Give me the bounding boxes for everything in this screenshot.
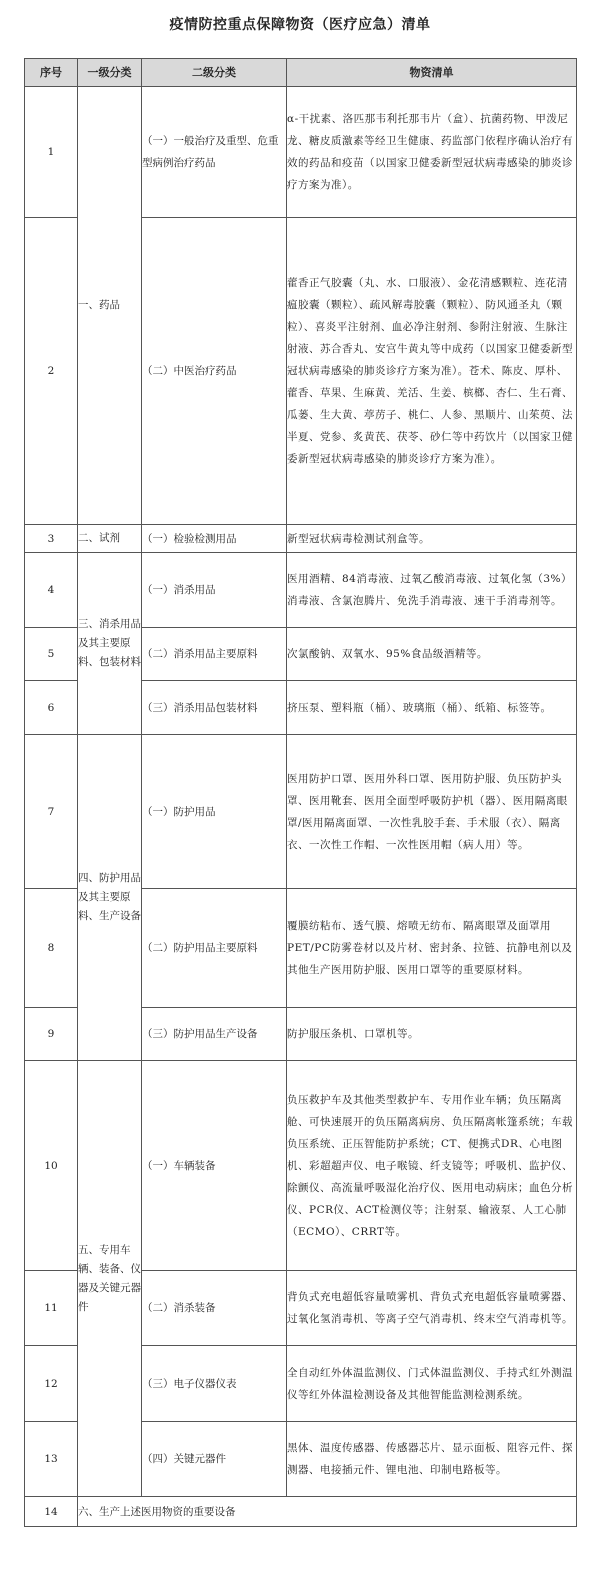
- supplies-cell: 挤压泵、塑料瓶（桶）、玻璃瓶（桶）、纸箱、标签等。: [287, 681, 577, 735]
- category-2-cell: （二）消杀装备: [142, 1271, 287, 1346]
- page-title: 疫情防控重点保障物资（医疗应急）清单: [169, 17, 431, 33]
- category-2-cell: （一）消杀用品: [142, 553, 287, 628]
- category-2-cell: （三）电子仪器仪表: [142, 1346, 287, 1422]
- row-number: 13: [25, 1422, 78, 1497]
- supplies-table: [24, 58, 577, 1527]
- category-2-cell: （二）防护用品主要原料: [142, 889, 287, 1008]
- row-number: 8: [25, 889, 78, 1008]
- header-category-1: 一级分类: [78, 59, 142, 87]
- row-number: 5: [25, 628, 78, 681]
- table-row: [25, 735, 577, 889]
- category-2-cell: （二）消杀用品主要原料: [142, 628, 287, 681]
- supplies-cell: 医用防护口罩、医用外科口罩、医用防护服、负压防护头罩、医用靴套、医用全面型呼吸防护机（器）、医用隔离眼罩/医用隔离面罩、一次性乳胶手套、手术服（衣）、隔离衣、一次性工作帽、一次性医用帽（病人用）等。: [287, 735, 577, 889]
- category-2-cell: （一）一般治疗及重型、危重型病例治疗药品: [142, 87, 287, 218]
- category-2-cell: （二）中医治疗药品: [142, 218, 287, 525]
- table-row: [25, 525, 577, 553]
- row-number: 10: [25, 1061, 78, 1271]
- category-1-cell: 一、药品: [78, 87, 142, 525]
- category-2-cell: （三）消杀用品包装材料: [142, 681, 287, 735]
- supplies-cell: 黑体、温度传感器、传感器芯片、显示面板、阻容元件、探测器、电接插元件、锂电池、印制电路板等。: [287, 1422, 577, 1497]
- supplies-cell: 藿香正气胶囊（丸、水、口服液）、金花清感颗粒、连花清瘟胶囊（颗粒）、疏风解毒胶囊（颗粒）、防风通圣丸（颗粒）、喜炎平注射剂、血必净注射剂、参附注射液、生脉注射液、苏合香丸、安宫牛黄丸等中成药（以国家卫健委新型冠状病毒感染的肺炎诊疗方案为准）。苍术、陈皮、厚朴、藿香、草果、生麻黄、羌活、生姜、槟榔、杏仁、生石膏、瓜蒌、生大黄、葶苈子、桃仁、人参、黑顺片、山茱萸、法半夏、党参、炙黄芪、茯苓、砂仁等中药饮片（以国家卫健委新型冠状病毒感染的肺炎诊疗方案为准）。: [287, 218, 577, 525]
- table-row: [25, 553, 577, 628]
- category-1-cell: 五、专用车辆、装备、仪器及关键元器件: [78, 1061, 142, 1497]
- row-number: 4: [25, 553, 78, 628]
- category-2-cell: （一）防护用品: [142, 735, 287, 889]
- header-supplies: 物资清单: [287, 59, 577, 87]
- table-row: [25, 1061, 577, 1271]
- supplies-cell: α-干扰素、洛匹那韦利托那韦片（盒）、抗菌药物、甲泼尼龙、糖皮质激素等经卫生健康、药监部门依程序确认治疗有效的药品和疫苗（以国家卫健委新型冠状病毒感染的肺炎诊疗方案为准）。: [287, 87, 577, 218]
- category-2-cell: （一）检验检测用品: [142, 525, 287, 553]
- full-width-cell: 六、生产上述医用物资的重要设备: [78, 1497, 577, 1527]
- supplies-cell: 覆膜纺粘布、透气膜、熔喷无纺布、隔离眼罩及面罩用PET/PC防雾卷材以及片材、密封条、拉链、抗静电剂以及其他生产医用防护服、医用口罩等的重要原材料。: [287, 889, 577, 1008]
- supplies-cell: 医用酒精、84消毒液、过氧乙酸消毒液、过氧化氢（3%）消毒液、含氯泡腾片、免洗手消毒液、速干手消毒剂等。: [287, 553, 577, 628]
- row-number: 6: [25, 681, 78, 735]
- supplies-cell: 背负式充电超低容量喷雾机、背负式充电超低容量喷雾器、过氧化氢消毒机、等离子空气消毒机、终末空气消毒机等。: [287, 1271, 577, 1346]
- category-2-cell: （一）车辆装备: [142, 1061, 287, 1271]
- supplies-cell: 次氯酸钠、双氧水、95%食品级酒精等。: [287, 628, 577, 681]
- category-1-cell: 二、试剂: [78, 525, 142, 553]
- header-row: [25, 59, 577, 87]
- supplies-cell: 新型冠状病毒检测试剂盒等。: [287, 525, 577, 553]
- supplies-cell: 负压救护车及其他类型救护车、专用作业车辆；负压隔离舱、可快速展开的负压隔离病房、负压隔离帐篷系统；车载负压系统、正压智能防护系统；CT、便携式DR、心电图机、彩超超声仪、电子喉镜、纤支镜等；呼吸机、监护仪、除颤仪、高流量呼吸湿化治疗仪、医用电动病床；血色分析仪、PCR仪、ACT检测仪等；注射泵、输液泵、人工心肺（ECMO）、CRRT等。: [287, 1061, 577, 1271]
- header-category-2: 二级分类: [142, 59, 287, 87]
- category-2-cell: （三）防护用品生产设备: [142, 1008, 287, 1061]
- header-seq: 序号: [25, 59, 78, 87]
- category-1-cell: 三、消杀用品及其主要原料、包装材料: [78, 553, 142, 735]
- supplies-cell: 防护服压条机、口罩机等。: [287, 1008, 577, 1061]
- row-number: 3: [25, 525, 78, 553]
- row-number: 7: [25, 735, 78, 889]
- row-number: 11: [25, 1271, 78, 1346]
- row-number: 1: [25, 87, 78, 218]
- row-number: 14: [25, 1497, 78, 1527]
- category-2-cell: （四）关键元器件: [142, 1422, 287, 1497]
- supplies-cell: 全自动红外体温监测仪、门式体温监测仪、手持式红外测温仪等红外体温检测设备及其他智能监测检测系统。: [287, 1346, 577, 1422]
- row-number: 12: [25, 1346, 78, 1422]
- table-row: [25, 1497, 577, 1527]
- row-number: 9: [25, 1008, 78, 1061]
- category-1-cell: 四、防护用品及其主要原料、生产设备: [78, 735, 142, 1061]
- table-row: [25, 87, 577, 218]
- row-number: 2: [25, 218, 78, 525]
